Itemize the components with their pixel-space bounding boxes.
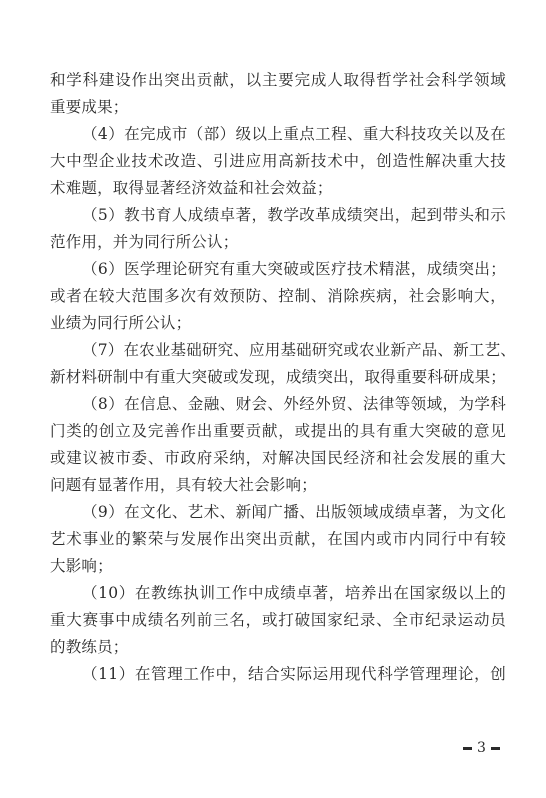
text-line: （8）在信息、金融、财会、外经外贸、法律等领域，为学科 — [82, 395, 506, 413]
paragraph-item-4 — [50, 121, 506, 202]
page-number-dash-right — [491, 747, 500, 750]
text-line: 的教练员； — [50, 638, 129, 656]
paragraph-item-8 — [50, 391, 506, 499]
text-line: 大中型企业技术改造、引进应用高新技术中，创造性解决重大技 — [50, 152, 506, 170]
text-line: 新材料研制中有重大突破或发现，成绩突出，取得重要科研成果； — [50, 368, 506, 386]
paragraph-item-10 — [50, 580, 506, 661]
paragraph-item-9 — [50, 499, 506, 580]
text-line: 大影响； — [50, 557, 113, 575]
text-line: 门类的创立及完善作出重要贡献，或提出的具有重大突破的意见 — [50, 422, 506, 440]
text-line: （4）在完成市（部）级以上重点工程、重大科技攻关以及在 — [82, 125, 506, 143]
text-line: 或者在较大范围多次有效预防、控制、消除疾病，社会影响大， — [50, 287, 506, 305]
text-line: 术难题，取得显著经济效益和社会效益； — [50, 179, 333, 197]
text-line: 范作用，并为同行所公认； — [50, 233, 239, 251]
text-line: （9）在文化、艺术、新闻广播、出版领域成绩卓著，为文化 — [82, 503, 506, 521]
text-line: （7）在农业基础研究、应用基础研究或农业新产品、新工艺、 — [82, 341, 516, 359]
text-line: （10）在教练执训工作中成绩卓著，培养出在国家级以上的 — [82, 584, 506, 602]
text-line: （5）教书育人成绩卓著，教学改革成绩突出，起到带头和示 — [82, 206, 506, 224]
page-number-value: 3 — [477, 740, 486, 756]
paragraph-item-11 — [50, 661, 506, 688]
text-line: （6）医学理论研究有重大突破或医疗技术精湛，成绩突出； — [82, 260, 506, 278]
text-line: 重大赛事中成绩名列前三名，或打破国家纪录、全市纪录运动员 — [50, 611, 506, 629]
document-body — [50, 67, 516, 688]
text-line: 和学科建设作出突出贡献，以主要完成人取得哲学社会科学领域 — [50, 71, 506, 89]
paragraph-item-6 — [50, 256, 506, 337]
text-line: 问题有显著作用，具有较大社会影响； — [50, 476, 317, 494]
text-line: 艺术事业的繁荣与发展作出突出贡献，在国内或市内同行中有较 — [50, 530, 506, 548]
paragraph-continuation — [50, 67, 506, 121]
page-number-dash-left — [463, 747, 472, 750]
text-line: （11）在管理工作中，结合实际运用现代科学管理理论，创 — [82, 665, 506, 683]
text-line: 或建议被市委、市政府采纳，对解决国民经济和社会发展的重大 — [50, 449, 506, 467]
text-line: 业绩为同行所公认； — [50, 314, 192, 332]
text-line: 重要成果； — [50, 98, 129, 116]
page-number — [463, 740, 500, 756]
paragraph-item-5 — [50, 202, 506, 256]
paragraph-item-7 — [50, 337, 516, 391]
